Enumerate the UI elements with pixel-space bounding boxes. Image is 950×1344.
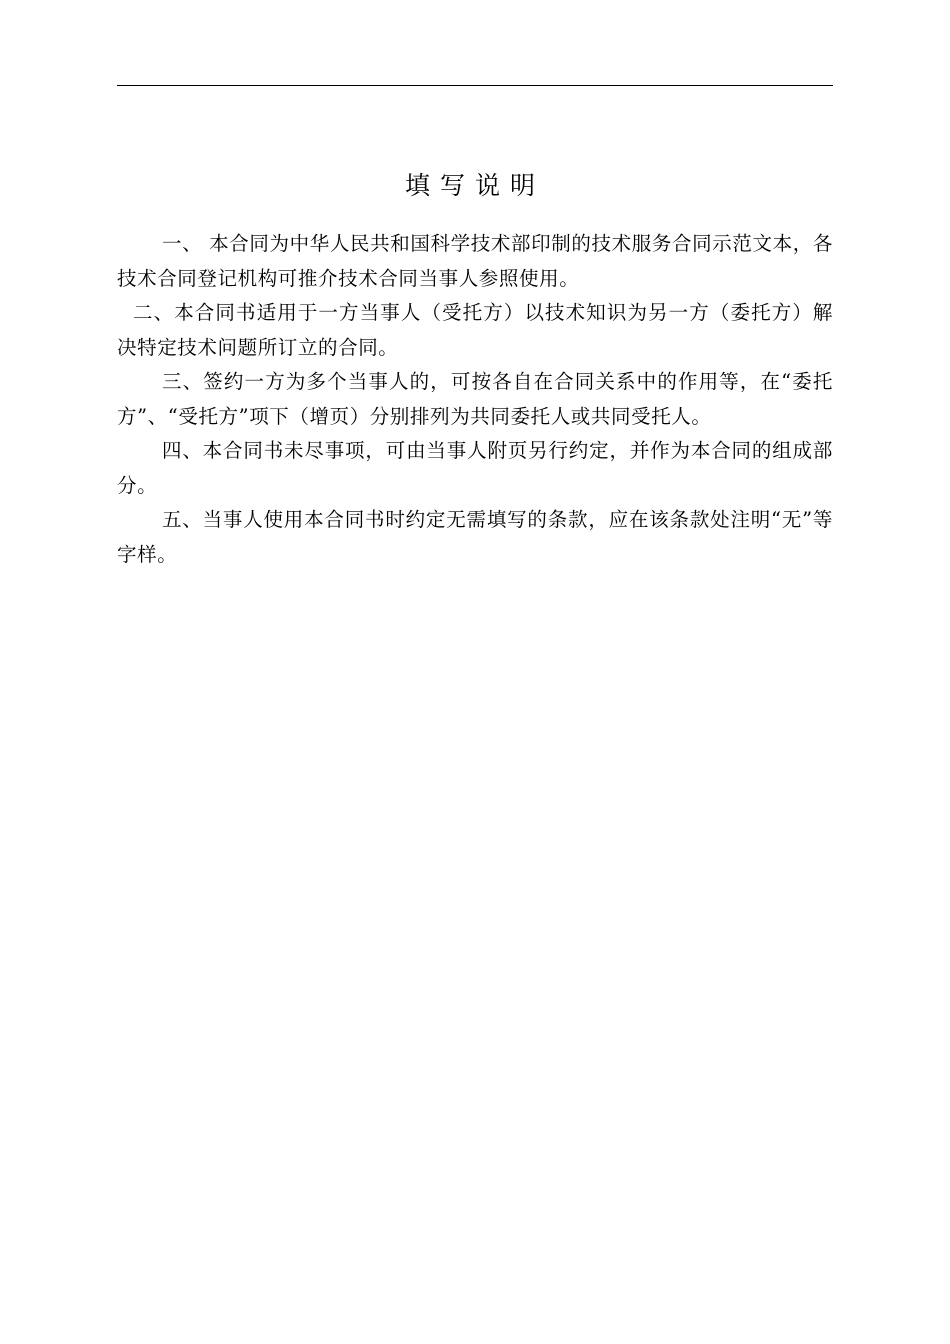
instruction-paragraph-4: 四、本合同书未尽事项，可由当事人附页另行约定，并作为本合同的组成部分。 [117,439,833,497]
header-rule [117,85,833,86]
instructions-body [117,227,833,572]
instruction-paragraph-1: 一、 本合同为中华人民共和国科学技术部印制的技术服务合同示范文本，各技术合同登记机构可推介技术合同当事人参照使用。 [117,232,833,290]
instruction-paragraph-3: 三、签约一方为多个当事人的，可按各自在合同关系中的作用等，在“委托方”、“受托方”项下（增页）分别排列为共同委托人或共同受托人。 [117,370,833,428]
instruction-paragraph-2: 二、本合同书适用于一方当事人（受托方）以技术知识为另一方（委托方）解决特定技术问题所订立的合同。 [117,301,833,359]
instruction-paragraph-5: 五、当事人使用本合同书时约定无需填写的条款，应在该条款处注明“无”等字样。 [117,508,833,566]
page-title: 填写说明 [404,171,545,200]
